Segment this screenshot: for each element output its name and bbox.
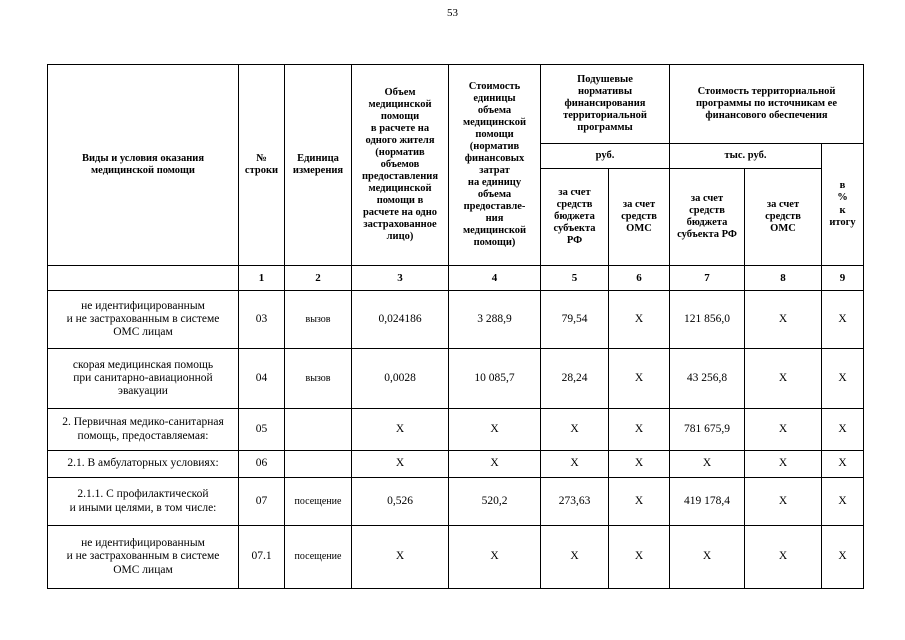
header-budget-thousand: за счет средств бюджета субъекта РФ xyxy=(670,169,745,266)
header-territorial-cost: Стоимость территориальной программы по источникам ее финансового обеспечения xyxy=(670,65,864,144)
cell-budget-thousand: 419 178,4 xyxy=(670,478,745,526)
header-unit-rub: руб. xyxy=(541,144,670,169)
cell-oms-rub: Х xyxy=(609,478,670,526)
cell-percent: Х xyxy=(822,349,864,409)
header-oms-thousand: за счет средств ОМС xyxy=(745,169,822,266)
cell-volume: Х xyxy=(352,451,449,478)
header-unit-cost: Стоимость единицы объема медицинской помощи (норматив финансовых затрат на единицу объема предоставле- ния медицинской помощи) xyxy=(449,65,541,266)
cell-volume: 0,0028 xyxy=(352,349,449,409)
row-number: 03 xyxy=(239,291,285,349)
row-unit xyxy=(285,451,352,478)
cell-budget-rub: Х xyxy=(541,409,609,451)
row-name: 2.1.1. С профилактической и иными целями, в том числе: xyxy=(48,478,239,526)
cell-budget-thousand: 43 256,8 xyxy=(670,349,745,409)
cell-oms-rub: Х xyxy=(609,409,670,451)
row-number: 04 xyxy=(239,349,285,409)
cell-percent: Х xyxy=(822,478,864,526)
column-number: 5 xyxy=(541,266,609,291)
cell-percent: Х xyxy=(822,291,864,349)
row-unit xyxy=(285,409,352,451)
cell-budget-thousand: Х xyxy=(670,526,745,589)
cell-percent: Х xyxy=(822,409,864,451)
column-number: 4 xyxy=(449,266,541,291)
column-number: 6 xyxy=(609,266,670,291)
table-row xyxy=(48,409,864,451)
row-name: скорая медицинская помощь при санитарно-авиационной эвакуации xyxy=(48,349,239,409)
header-volume: Объем медицинской помощи в расчете на одного жителя (норматив объемов предоставления медицинской помощи в расчете на одно застрахованное лицо) xyxy=(352,65,449,266)
cell-unit-cost: 10 085,7 xyxy=(449,349,541,409)
cell-budget-rub: Х xyxy=(541,451,609,478)
cell-budget-rub: Х xyxy=(541,526,609,589)
row-name: 2. Первичная медико-санитарная помощь, предоставляемая: xyxy=(48,409,239,451)
cell-volume: Х xyxy=(352,526,449,589)
row-unit: посещение xyxy=(285,478,352,526)
row-number: 07 xyxy=(239,478,285,526)
header-per-capita: Подушевые нормативы финансирования территориальной программы xyxy=(541,65,670,144)
cell-oms-thousand: Х xyxy=(745,291,822,349)
header-oms-rub: за счет средств ОМС xyxy=(609,169,670,266)
cell-oms-thousand: Х xyxy=(745,409,822,451)
cell-budget-thousand: 121 856,0 xyxy=(670,291,745,349)
cell-unit-cost: Х xyxy=(449,409,541,451)
cell-budget-thousand: 781 675,9 xyxy=(670,409,745,451)
cell-percent: Х xyxy=(822,451,864,478)
cell-budget-thousand: Х xyxy=(670,451,745,478)
header-unit: Единица измерения xyxy=(285,65,352,266)
column-number: 7 xyxy=(670,266,745,291)
row-name: 2.1. В амбулаторных условиях: xyxy=(48,451,239,478)
cell-volume: Х xyxy=(352,409,449,451)
header-row-number: № строки xyxy=(239,65,285,266)
table-row xyxy=(48,349,864,409)
row-name: не идентифицированным и не застрахованным в системе ОМС лицам xyxy=(48,291,239,349)
cell-oms-rub: Х xyxy=(609,291,670,349)
cell-oms-rub: Х xyxy=(609,451,670,478)
cell-oms-thousand: Х xyxy=(745,349,822,409)
cell-budget-rub: 273,63 xyxy=(541,478,609,526)
row-name: не идентифицированным и не застрахованным в системе ОМС лицам xyxy=(48,526,239,589)
cell-volume: 0,526 xyxy=(352,478,449,526)
table-row xyxy=(48,478,864,526)
page-number: 53 xyxy=(447,7,458,19)
table-row xyxy=(48,451,864,478)
column-number-row xyxy=(48,266,864,291)
cell-percent: Х xyxy=(822,526,864,589)
financing-table xyxy=(47,64,864,589)
row-number: 07.1 xyxy=(239,526,285,589)
cell-oms-thousand: Х xyxy=(745,451,822,478)
cell-unit-cost: 3 288,9 xyxy=(449,291,541,349)
cell-unit-cost: Х xyxy=(449,451,541,478)
row-unit: вызов xyxy=(285,349,352,409)
row-unit: вызов xyxy=(285,291,352,349)
cell-budget-rub: 79,54 xyxy=(541,291,609,349)
column-number: 2 xyxy=(285,266,352,291)
row-number: 06 xyxy=(239,451,285,478)
header-kinds: Виды и условия оказания медицинской помощи xyxy=(48,65,239,266)
header-unit-thousand-rub: тыс. руб. xyxy=(670,144,822,169)
column-number: 8 xyxy=(745,266,822,291)
column-number: 3 xyxy=(352,266,449,291)
cell-unit-cost: 520,2 xyxy=(449,478,541,526)
cell-volume: 0,024186 xyxy=(352,291,449,349)
cell-oms-rub: Х xyxy=(609,349,670,409)
column-number: 9 xyxy=(822,266,864,291)
row-number: 05 xyxy=(239,409,285,451)
row-unit: посещение xyxy=(285,526,352,589)
cell-budget-rub: 28,24 xyxy=(541,349,609,409)
table-row xyxy=(48,526,864,589)
cell-oms-thousand: Х xyxy=(745,526,822,589)
cell-oms-thousand: Х xyxy=(745,478,822,526)
table-row xyxy=(48,291,864,349)
header-budget-rub: за счет средств бюджета субъекта РФ xyxy=(541,169,609,266)
cell-oms-rub: Х xyxy=(609,526,670,589)
column-number: 1 xyxy=(239,266,285,291)
column-number xyxy=(48,266,239,291)
header-percent-total: в % к итогу xyxy=(822,144,864,266)
cell-unit-cost: Х xyxy=(449,526,541,589)
